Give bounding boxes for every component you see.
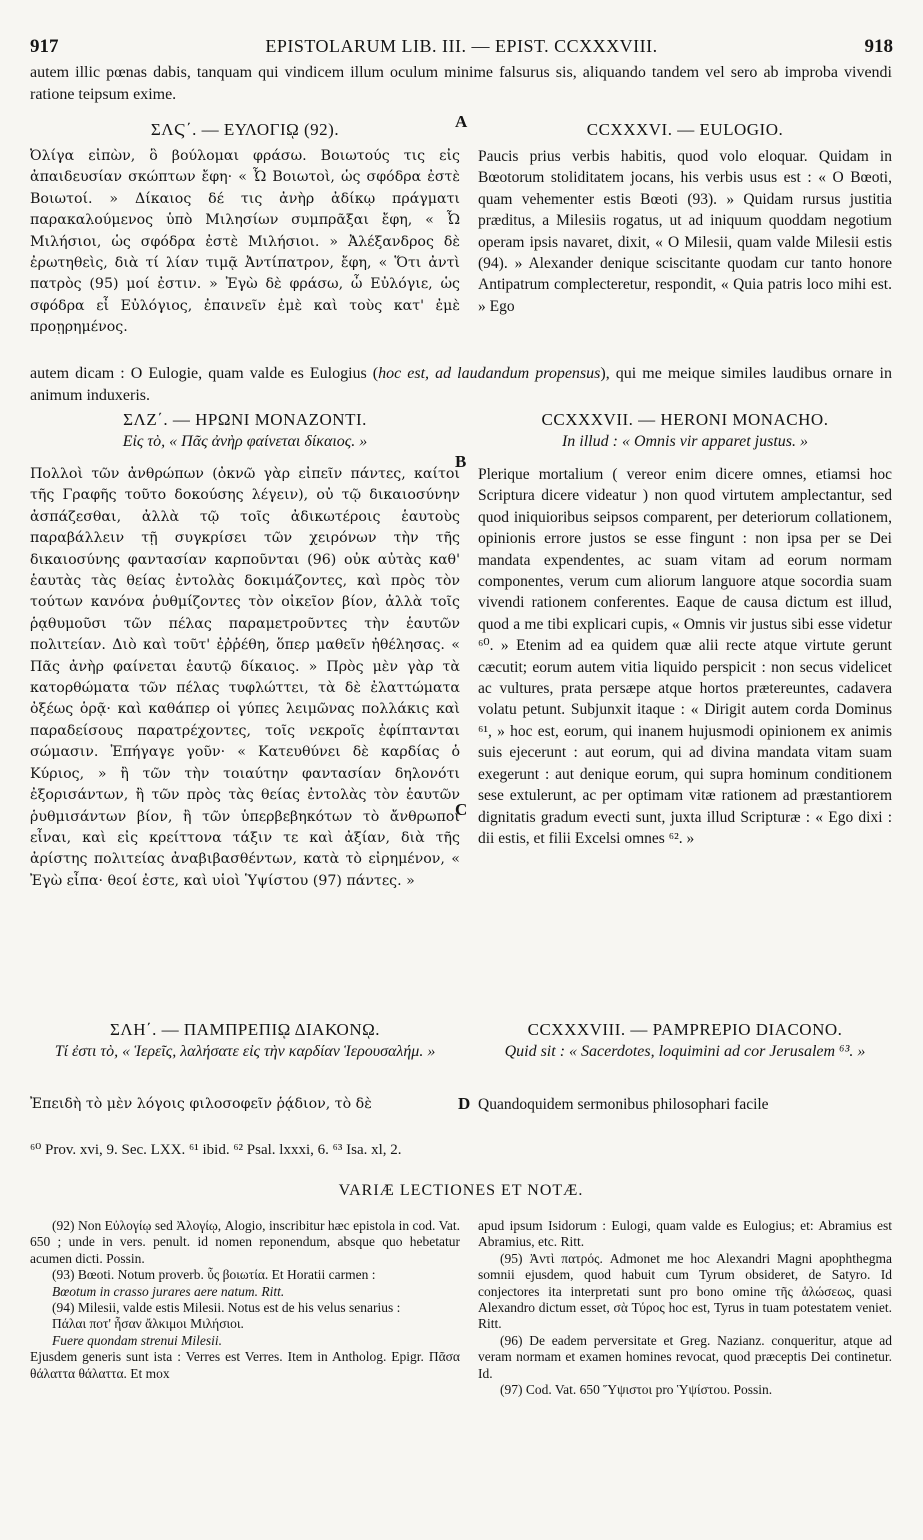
note-94: (94) Milesii, valde estis Milesii. Notus est de his velus senarius : (52, 1300, 401, 1316)
greek-title-236: ΣΛϚ΄. — ΕΥΛΟΓΙῼ (92). (150, 120, 340, 139)
greek-text-237: Πολλοὶ τῶν ἀνθρώπων (ὀκνῶ γὰρ εἰπεῖν πάντες, καίτοι τῆς Γραφῆς τοῦτο δοκούσης λέγειν), οὐ τῷ δικαιοσύνην ἀσπάζεσθαι, ἀλλὰ τῷ τοῖς ἀδικωτέροις ἑαυτοὺς παραβάλλειν τῇ συγκρίσει τῶν χειρόνων τὴν τῆς δικαιοσύνης φαντασίαν καρποῦνται (96) οὐκ αὐτὰς καθ' ἑαυτὰς τὰς θείας ἐντολὰς δοκιμάζοντες, καὶ πρὸς τὸν τούτων κανόνα ῥυθμίζοντες τὸν οἰκεῖον βίον, ἀλλὰ τοῖς ῥᾳθυμοῦσι τῶν πέλας παραμετροῦντες τὴν ἑαυτῶν πολιτείαν. Διὸ καὶ τοῦτ' ἐῤῥέθη, ὅπερ μαθεῖν ἠθέλησας. « Πᾶς ἀνὴρ φαίνεται ἑαυτῷ δίκαιος. » Πρὸς μὲν γὰρ τὰ κατορθώματα τῶν πέλας τυφλώττει, τὰ δὲ ἐλαττώματα ὀξέως ὁρᾷ· καὶ καθάπερ οἱ γύπες λειμῶνας πολλάκις καὶ παραδείσους παρατρέχοντες, τοῖς νεκροῖς ἐφίπτανται σώμασιν. Ἐπήγαγε γοῦν· « Κατευθύνει δὲ καρδίας ὁ Κύριος, » ἢ τῶν τὴν τοιαύτην φαντασίαν δηλονότι ἐξορισάντων, ἢ τῶν πρὸς τὰς θείας ἐντολὰς τὸν ἑαυτῶν ῥυθμισάντων βίον, ἢ τῶν ὑπερβεβηκότων τὸ ἄνθρωποι εἶναι, καὶ εἰς κρείττονα τάξιν τε καὶ ἀξίαν, διὰ τῆς ἀρίστης πολιτείας ἀναβιβασθέντων, κατὰ τὸ εἰρημένον, « Ἐγὼ εἶπα· θεοί ἐστε, καὶ υἱοὶ Ὑψίστου (97) πάντες. » (30, 466, 460, 889)
margin-marker-b: B (455, 452, 467, 471)
latin-subtitle-238: Quid sit : « Sacerdotes, loquimini ad cor Jerusalem ⁶³. » (504, 1043, 866, 1060)
page-header (30, 36, 893, 58)
note-96: (96) De eadem perversitate et Greg. Nazianz. conqueritur, atque ad veram normam et examen homines revocat, quod præceptis Dei continetur. Id. (478, 1332, 892, 1381)
notes-title: VARIÆ LECTIONES ET NOTÆ. (338, 1182, 584, 1199)
latin-title-236: CCXXXVI. — EULOGIO. (586, 120, 784, 139)
latin-text-237: Plerique mortalium ( vereor enim dicere omnes, etiamsi hoc Scriptura dicere videatur ) non quod virtutem amplectantur, sed quod iniquioribus seipsos comparent, per deteriorum collationem, opinionis errore justos se esse fingunt : non ipsa per se Dei mandata expendentes, ac suam vitam ad eorum normam componentes, verum cum aliorum languore atque socordia suam vivendi rationem conferentes. Eaque de causa dictum est illud, quod a me tibi explicari cupis, « Omnis vir justus sibi esse videtur ⁶⁰. » Etenim ad ea quidem quæ alii recte atque virtute gerunt cæcutit; eorum autem vitia liquido perspicit : non secus videlicet ac vultures, prata persæpe atque hortos prætereuntes, cadavera volatu petunt. Subjunxit itaque : « Dirigit autem corda Dominus ⁶¹, » hoc est, eorum, qui inanem hujusmodi opinionem ex animis suis ejecerunt : aut eorum, qui ad divina mandata vitam suam exegerunt : aut denique eorum, qui supra hominum conditionem sese extulerunt, ac per optimam vitæ rationem ad præstantiorem dignitatis gradum evecti sunt, juxta illud Scripturæ : « Ego dixi : dii estis, et filii Excelsi omnes ⁶². » (478, 466, 892, 847)
latin-subtitle-237: In illud : « Omnis vir apparet justus. » (561, 433, 809, 450)
continuation-end: ), qui me meique similes laudibus ornare in animum induxeris. (30, 365, 892, 404)
greek-subtitle-237: Εἰς τὸ, « Πᾶς ἀνὴρ φαίνεται δίκαιος. » (122, 433, 368, 450)
page-number-left: 917 (30, 36, 59, 57)
continuation-italic: hoc est, ad laudandum propensus (378, 365, 601, 382)
note-94-end: apud ipsum Isidorum : Eulogi, quam valde es Eulogius; et: Abramius est Abramius, etc. Ritt. (478, 1218, 892, 1250)
greek-subtitle-238: Τί ἐστι τὸ, « Ἱερεῖς, λαλήσατε εἰς τὴν καρδίαν Ἱερουσαλήμ. » (54, 1043, 436, 1060)
greek-title-237: ΣΛΖ΄. — ΗΡΩΝΙ ΜΟΝΑΖΟΝΤΙ. (123, 410, 367, 429)
note-95: (95) Ἀντὶ πατρός. Admonet me hoc Alexandri Magni apophthegma somnii ejusdem, quod habuit cum Tyrum obsideret, de Satyro. Id conjectores ita interpretati sunt pro bono omine τῆς ἁλώσεως, quasi Alexandro dictum esset, σὰ Τύρος hoc est, Tyrus in tuam potestatem veniet. Ritt. (478, 1250, 892, 1332)
latin-title-237: CCXXXVII. — HERONI MONACHO. (541, 410, 829, 429)
page-number-right: 918 (864, 36, 893, 57)
greek-text-238: Ἐπειδὴ τὸ μὲν λόγοις φιλοσοφεῖν ῥᾴδιον, τὸ δὲ (30, 1096, 372, 1112)
greek-text-236: Ὀλίγα εἰπὼν, ὃ βούλομαι φράσω. Βοιωτούς τις εἰς ἀπαιδευσίαν σκώπτων ἔφη· « Ὦ Βοιωτοὶ, ὡς σφόδρα ἐστὲ Βοιωτοί. » Δίκαιος δέ τις ἀνὴρ ἀδίκῳ πράγματι παρακαλούμενος ὑπὸ Μιλησίων συμπρᾶξαι ἔφη, « Ὦ Μιλήσιοι, ὡς σφόδρα ἐστὲ Μιλήσιοι. » Ἀλέξανδρος δὲ ἐρωτηθεὶς, διὰ τί λίαν τιμᾷ Ἀντίπατρον, ἔφη, « Ὅτι ἀντὶ πατρὸς (95) μοί ἐστιν. » Ἐγὼ δὲ φράσω, ὦ Εὐλόγιε, ὡς σφόδρα εἶ Εὐλόγιος, ἐπαινεῖν ἐμὲ καὶ τοὺς κατ' ἐμὲ προῃρημένος. (30, 148, 460, 336)
latin-title-238: CCXXXVIII. — PAMPREPIO DIACONO. (527, 1020, 843, 1039)
note-97: (97) Cod. Vat. 650 Ὕψιστοι pro Ὑψίστου. Possin. (500, 1382, 773, 1398)
footnotes: ⁶⁰ Prov. xvi, 9. Sec. LXX. ⁶¹ ibid. ⁶² Psal. lxxxi, 6. ⁶³ Isa. xl, 2. (30, 1142, 402, 1158)
note-92: (92) Non Εὐλογίῳ sed Ἀλογίῳ, Alogio, inscribitur hæc epistola in cod. Vat. 650 ; unde in vers. penult. id nomen reponendum, absque quo hebetatur acumen dicti. Possin. (30, 1218, 460, 1266)
margin-marker-d: D (458, 1094, 471, 1113)
latin-text-236: Paucis prius verbis habitis, quod volo eloquar. Quidam in Bœotorum stoliditatem jocans, his verbis usus est : « O Bœoti, quam vehementer estis Bœoti (93). » Quidam rursus justitia præditus, a Milesiis rogatus, ut ad iniquum quoddam negotium operam ipsis navaret, dixit, « O Milesii, quam valde Milesii estis (94). » Alexander denique sciscitante quodam cur tanto honore Antipatrum complecteretur, respondit, « Quia patris loco mihi est. » Ego (478, 148, 892, 315)
note-94-continued: Ejusdem generis sunt ista : Verres est Verres. Item in Antholog. Epigr. Πᾶσα θάλαττα θάλαττα. Et mox (30, 1349, 460, 1381)
note-94-greek-verse: Πάλαι ποτ' ἦσαν ἄλκιμοι Μιλήσιοι. (52, 1316, 244, 1332)
note-93-verse: Bœotum in crasso jurares aere natum. Ritt. (52, 1283, 285, 1299)
latin-text-238: Quandoquidem sermonibus philosophari facile (478, 1096, 769, 1113)
intro-paragraph: autem illic pœnas dabis, tanquam qui vindicem illum oculum minime falsurus sis, aliquando tandem vel sero ab improba vivendi ratione teipsum exime. (30, 64, 892, 103)
running-title: EPISTOLARUM LIB. III. — EPIST. CCXXXVIII. (265, 36, 658, 56)
note-93: (93) Bœoti. Notum proverb. ὗς βοιωτία. Et Horatii carmen : (52, 1267, 376, 1283)
greek-title-238: ΣΛΗ΄. — ΠΑΜΠΡΕΠΙῼ ΔΙΑΚΟΝῼ. (110, 1020, 380, 1039)
continuation-plain: autem dicam : O Eulogie, quam valde es Eulogius ( (30, 365, 379, 382)
notes-left-column (30, 1218, 460, 1382)
continuation-paragraph-236 (30, 363, 892, 407)
notes-right-column (478, 1218, 892, 1398)
margin-marker-c: C (455, 800, 468, 819)
margin-marker-a: A (455, 112, 468, 131)
note-94-latin-verse: Fuere quondam strenui Milesii. (52, 1332, 222, 1348)
